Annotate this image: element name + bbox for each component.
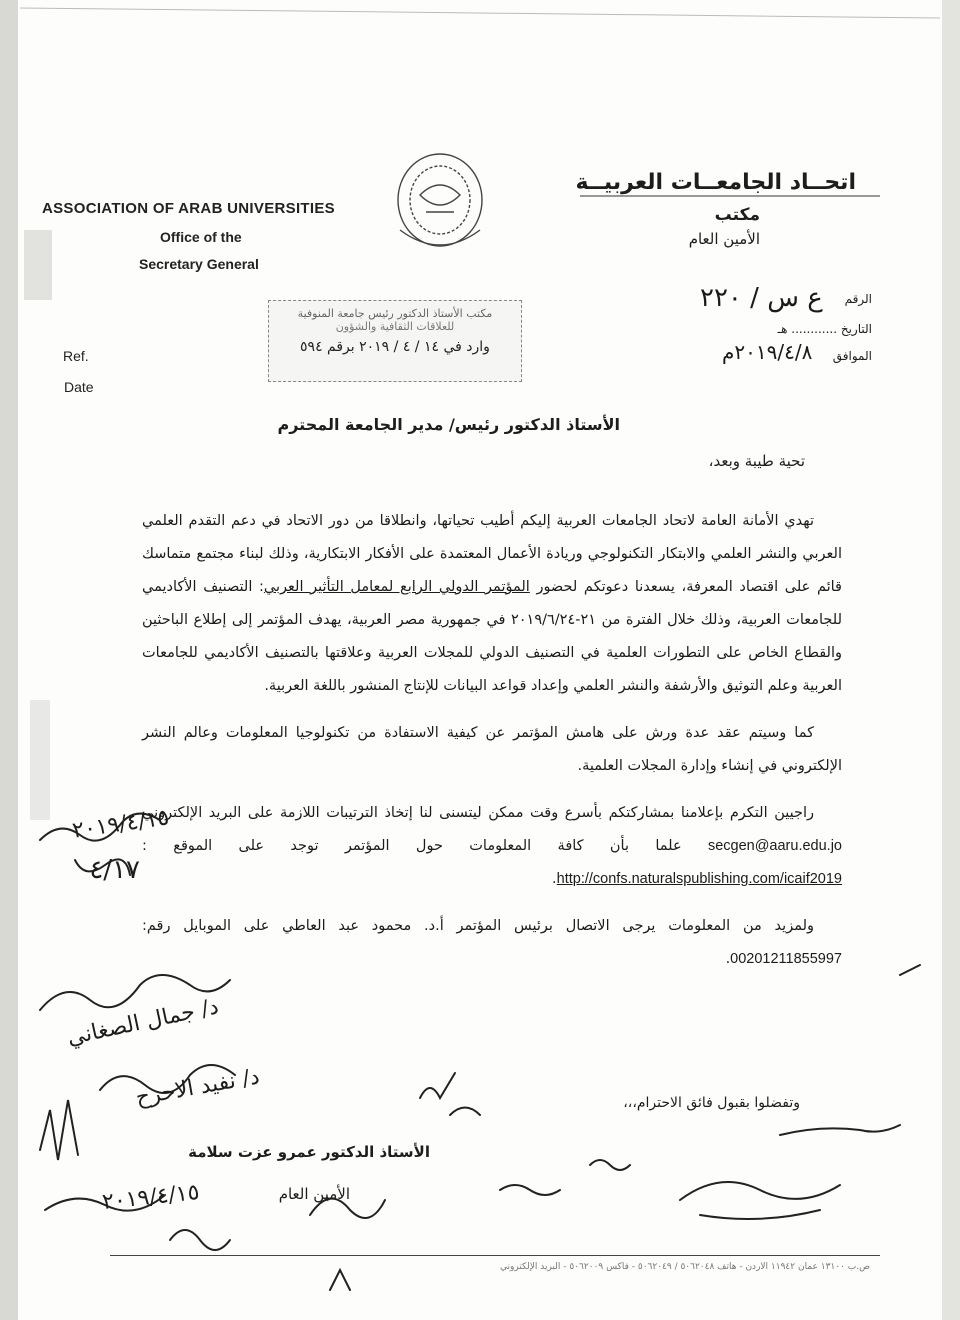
handwritten-note-left-3: ٢٠١٩/٤/١٥ <box>101 1179 202 1216</box>
conference-name: المؤتمر الدولي الرابع لمعامل التأثير العربي <box>263 579 530 595</box>
footer-contact: ص.ب ١٣١٠٠ عمان ١١٩٤٢ الأردن - هاتف ٥٠٦٢٠٤٨ / ٥٠٦٢٠٤٩ - فاكس ٥٠٦٢٠٠٩ - البريد الإلكتروني <box>500 1262 870 1272</box>
handwritten-note-left-1: د/ جمال الصغاني <box>65 994 221 1051</box>
phone-number: 00201211855997 <box>730 951 842 967</box>
stamp-line-2: للعلاقات الثقافية والشؤون <box>335 320 455 333</box>
footer-divider <box>110 1255 880 1256</box>
incoming-stamp <box>268 300 522 382</box>
conference-url[interactable]: http://confs.naturalspublishing.com/icaif2019 <box>556 871 842 887</box>
greeting: تحية طيبة وبعد، <box>708 452 805 470</box>
stamp-line-3: وارد في ١٤ / ٤ / ٢٠١٩ برقم ٥٩٤ <box>300 339 490 355</box>
emblem-logo <box>398 154 482 246</box>
handwritten-note-margin-1: ٢٠١٩/٤/١٥ <box>71 805 172 844</box>
email-link[interactable]: secgen@aaru.edu.jo <box>707 838 842 854</box>
handwritten-note-margin-2: ٤/١٧ <box>89 855 140 885</box>
org-name-en: ASSOCIATION OF ARAB UNIVERSITIES <box>42 200 335 217</box>
date-value: ٢٠١٩/٤/٨م <box>722 340 813 364</box>
paragraph-1: تهدي الأمانة العامة لاتحاد الجامعات العربية إليكم أطيب تحياتها، وانطلاقا من دور الاتحاد في دعم التقدم العلمي العربي والنشر العلمي والابتكار التكنولوجي وريادة الأعمال المعتمدة على الأفكار الابتكارية، وذلك لبناء مجتمع متماسك قائم على اقتصاد المعرفة، يسعدنا دعوتكم لحضور المؤتمر الدولي الرابع لمعامل التأثير العربي: التصنيف الأكاديمي للجامعات العربية، وذلك خلال الفترة من ٢١-٢٠١٩/٦/٢٤ في جمهورية مصر العربية، يهدف المؤتمر إلى إطلاع الباحثين والقطاع الخاص على التطورات العلمية في التصنيف الدولي للمجلات العربية وعلاقتها بالتصنيف الأكاديمي للجامعات العربية وعلم التوثيق والأرشفة والنشر العلمي وإعداد قواعد البيانات للإنتاج المنشور باللغة العربية. <box>142 513 842 694</box>
signer-name: الأستاذ الدكتور عمرو عزت سلامة <box>188 1143 430 1161</box>
date-label-en: Date <box>64 379 94 395</box>
paragraph-4: ولمزيد من المعلومات يرجى الاتصال برئيس المؤتمر أ.د. محمود عبد العاطي على الموبايل رقم: 00201211855997. <box>142 918 842 967</box>
paragraph-3: راجيين التكرم بإعلامنا بمشاركتكم بأسرع وقت ممكن ليتسنى لنا إتخاذ الترتيبات اللازمة على البريد الإلكتروني secgen@aaru.edu.jo علما بأن كافة المعلومات حول المؤتمر توجد على الموقع : http://confs.naturalspublishing.com/icaif2019. <box>142 805 842 887</box>
signer-title: الأمين العام <box>278 1185 350 1203</box>
ref-value: ع س / ٢٢٠ <box>700 283 823 313</box>
stamp-line-1: مكتب الأستاذ الدكتور رئيس جامعة المنوفية <box>297 307 493 320</box>
salutation: الأستاذ الدكتور رئيس/ مدير الجامعة المحترم <box>277 415 620 434</box>
office-label-en-1: Office of the <box>160 229 242 245</box>
date-label-ar: التاريخ ............ هـ <box>777 322 872 336</box>
handwritten-note-left-2: د/ نفيد الاحرح <box>133 1064 262 1111</box>
ref-label-en: Ref. <box>63 348 89 364</box>
ref-label-ar: الرقم <box>844 292 872 306</box>
closing-line: وتفضلوا بقبول فائق الاحترام،،، <box>623 1095 800 1111</box>
office-label-en-2: Secretary General <box>139 256 259 272</box>
org-name-ar: اتحــاد الجامعــات العربيــة <box>575 170 856 195</box>
office-label-ar-1: مكتب <box>714 205 760 225</box>
hijri-label-ar: الموافق <box>832 349 872 363</box>
office-label-ar-2: الأمين العام <box>688 230 760 248</box>
letter-body <box>142 505 842 990</box>
paragraph-2: كما وسيتم عقد عدة ورش على هامش المؤتمر عن كيفية الاستفادة من تكنولوجيا المعلومات وعالم النشر الإلكتروني في إنشاء وإدارة المجلات العلمية. <box>142 725 842 774</box>
